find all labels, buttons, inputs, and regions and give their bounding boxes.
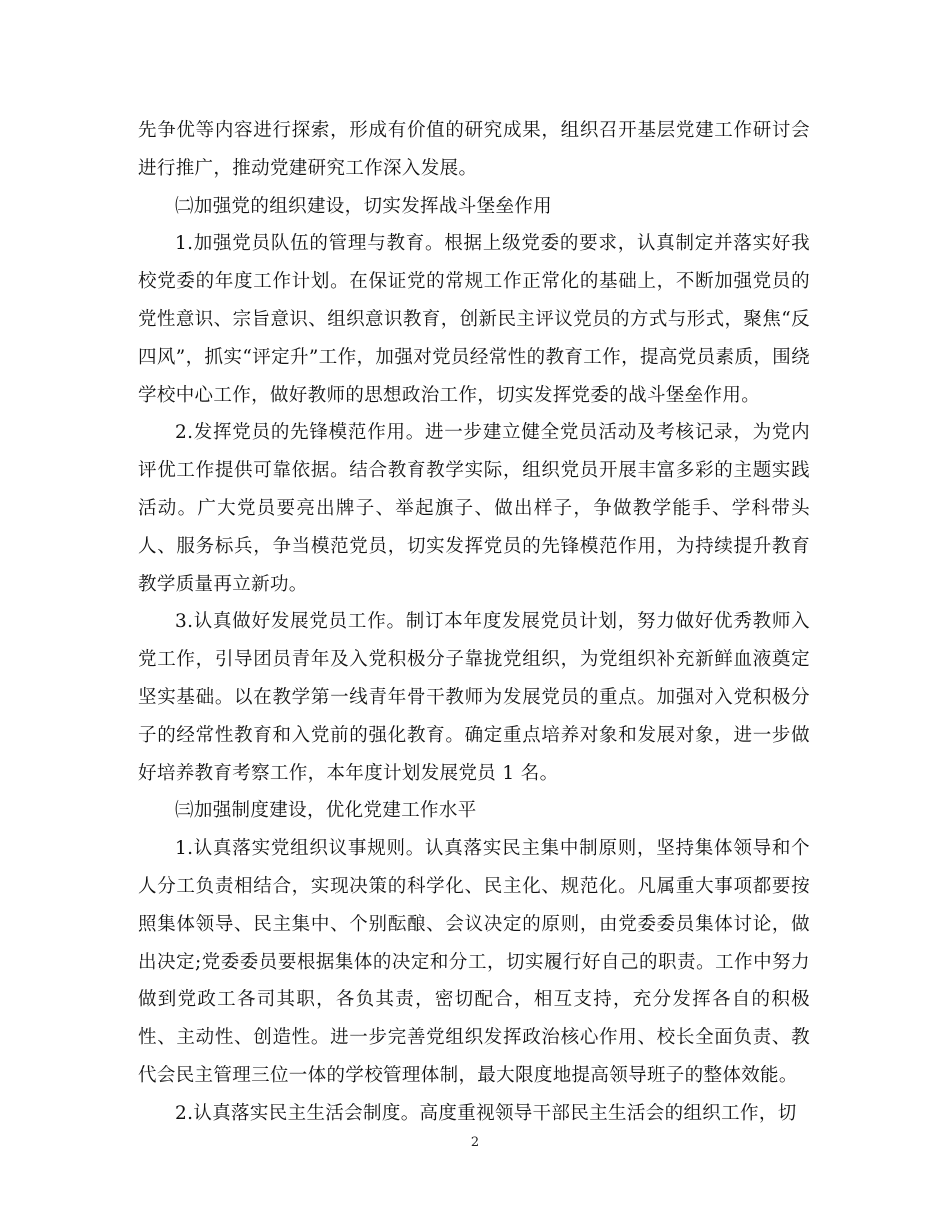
paragraph-party-member-management: 1.加强党员队伍的管理与教育。根据上级党委的要求，认真制定并落实好我校党委的年度工作计划。在保证党的常规工作正常化的基础上，不断加强党员的党性意识、宗旨意识、组织意识教育，创新民主评议党员的方式与形式，聚焦“反四风”，抓实“评定升”工作，加强对党员经常性的教育工作，提高党员素质，围绕学校中心工作，做好教师的思想政治工作，切实发挥党委的战斗堡垒作用。 — [138, 233, 810, 406]
section-heading-3: ㈢加强制度建设，优化党建工作水平 — [175, 800, 477, 822]
paragraph-recruit-members: 3.认真做好发展党员工作。制订本年度发展党员计划，努力做好优秀教师入党工作，引导团员青年及入党积极分子靠拢党组织，为党组织补充新鲜血液奠定坚实基础。以在教学第一线青年骨干教师为发展党员的重点。加强对入党积极分子的经常性教育和入党前的强化教育。确定重点培养对象和发展对象，进一步做好培养教育考察工作，本年度计划发展党员 1 名。 — [138, 611, 810, 784]
paragraph-continuation: 先争优等内容进行探索，形成有价值的研究成果，组织召开基层党建工作研讨会进行推广，推动党建研究工作深入发展。 — [138, 120, 810, 179]
paragraph-decision-rules: 1.认真落实党组织议事规则。认真落实民主集中制原则，坚持集体领导和个人分工负责相结合，实现决策的科学化、民主化、规范化。凡属重大事项都要按照集体领导、民主集中、个别酝酿、会议决定的原则，由党委委员集体讨论，做出决定;党委委员要根据集体的决定和分工，切实履行好自己的职责。工作中努力做到党政工各司其职，各负其责，密切配合，相互支持，充分发挥各自的积极性、主动性、创造性。进一步完善党组织发挥政治核心作用、校长全面负责、教代会民主管理三位一体的学校管理体制，最大限度地提高领导班子的整体效能。 — [138, 838, 810, 1086]
paragraph-democratic-life-meeting: 2.认真落实民主生活会制度。高度重视领导干部民主生活会的组织工作，切 — [175, 1102, 797, 1124]
section-heading-2: ㈡加强党的组织建设，切实发挥战斗堡垒作用 — [175, 195, 553, 217]
paragraph-vanguard-role: 2.发挥党员的先锋模范作用。进一步建立健全党员活动及考核记录，为党内评优工作提供可靠依据。结合教育教学实际，组织党员开展丰富多彩的主题实践活动。广大党员要亮出牌子、举起旗子、做出样子，争做教学能手、学科带头人、服务标兵，争当模范党员，切实发挥党员的先锋模范作用，为持续提升教育教学质量再立新功。 — [138, 422, 810, 595]
page-number: 2 — [470, 1135, 480, 1150]
document-body — [138, 112, 810, 1133]
